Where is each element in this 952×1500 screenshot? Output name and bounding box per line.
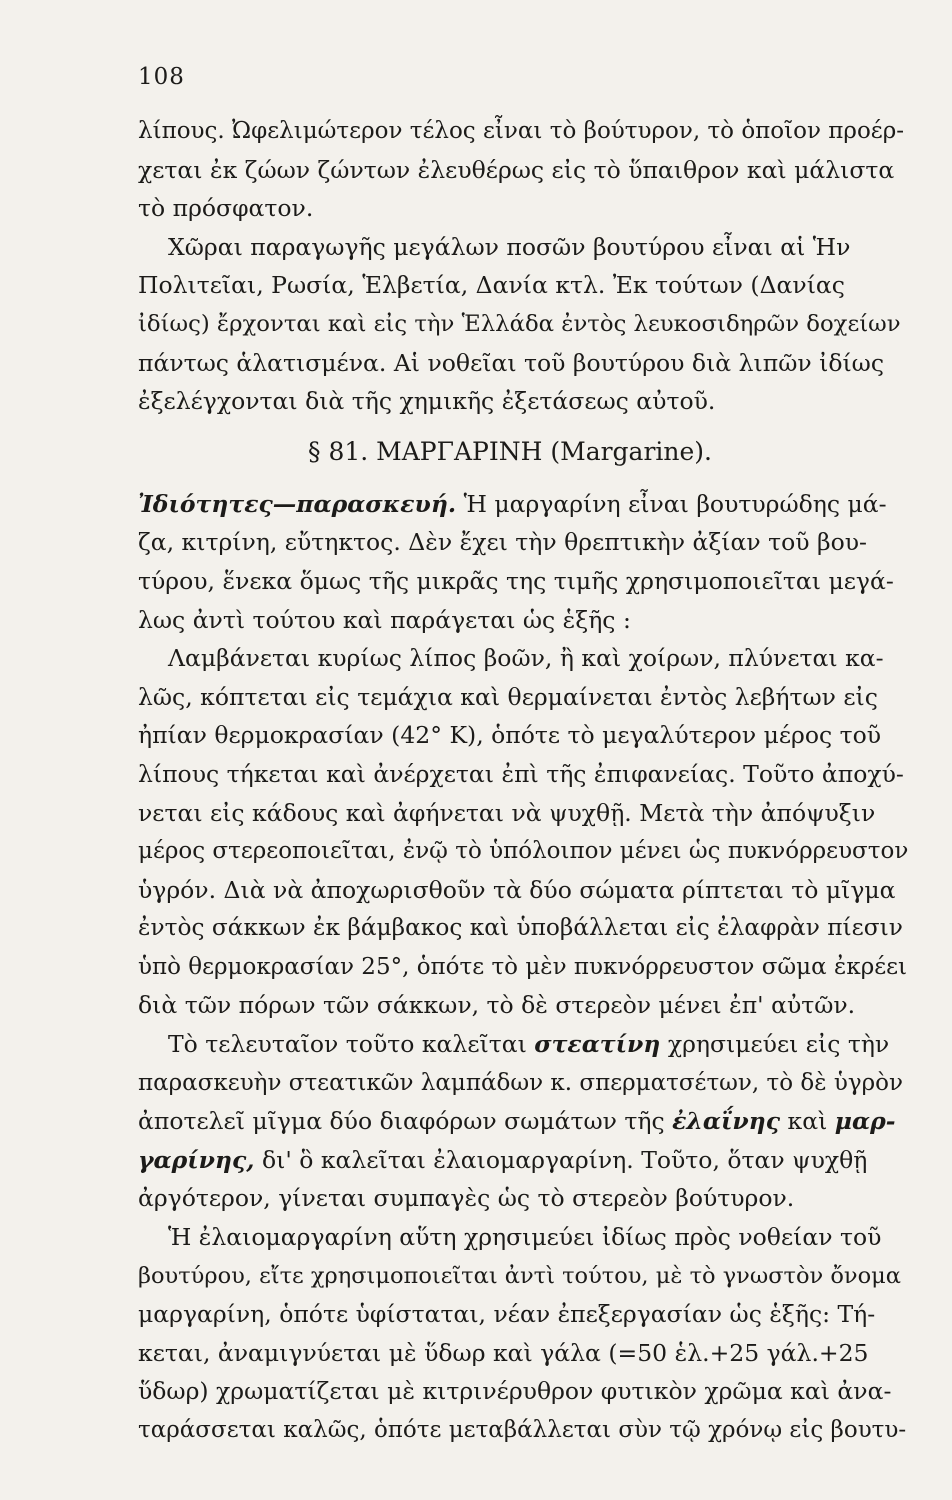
text-line: τύρου, ἕνεκα ὅμως τῆς μικρᾶς της τιμῆς χρησιμοποιεῖται μεγά- [138,566,894,595]
text-line [138,485,908,524]
text-line: Ἡ ἐλαιομαργαρίνη αὕτη χρησιμεύει ἰδίως πρὸς νοθείαν τοῦ [168,1223,882,1252]
line-text: Τὸ τελευταῖον τοῦτο καλεῖται [168,1030,535,1059]
text-line: ἰδίως) ἔρχονται καὶ εἰς τὴν Ἑλλάδα ἐντὸς λευκοσιδηρῶν δοχείων [138,310,901,337]
subheading: Ἰδιότητες—παρασκευή. [138,489,457,518]
text-line: ἐξελέγχονται διὰ τῆς χημικῆς ἐξετάσεως αὐτοῦ. [138,387,716,416]
text-line: βουτύρου, εἴτε χρησιμοποιεῖται ἀντὶ τούτου, μὲ τὸ γνωστὸν ὄνομα [138,1262,901,1289]
text-line: ταράσσεται καλῶς, ὁπότε μεταβάλλεται σὺν τῷ χρόνῳ εἰς βουτυ- [138,1417,907,1443]
text-line: ὑπὸ θερμοκρασίαν 25°, ὁπότε τὸ μὲν πυκνόρρευστον σῶμα ἐκρέει [138,953,908,980]
line-text: ἀποτελεῖ μῖγμα δύο διαφόρων σωμάτων τῆς [138,1107,673,1136]
text-line: νεται εἰς κάδους καὶ ἀφήνεται νὰ ψυχθῇ. Μετὰ τὴν ἀπόψυξιν [138,798,876,827]
line-text: Ἡ μαργαρίνη εἶναι βουτυρώδης μά- [456,489,887,518]
text-line [138,1102,908,1141]
text-line: μέρος στερεοποιεῖται, ἐνῷ τὸ ὑπόλοιπον μένει ὡς πυκνόρρευστον [138,838,909,865]
paragraph-3 [138,485,908,639]
paragraph-5 [138,1025,908,1218]
text-line: ὕδωρ) χρωματίζεται μὲ κιτρινέρυθρον φυτικὸν χρῶμα καὶ ἀνα- [138,1377,892,1406]
text-line: διὰ τῶν πόρων τῶν σάκκων, τὸ δὲ στερεὸν μένει ἐπ' αὐτῶν. [138,991,856,1020]
body-text [138,112,908,1450]
text-line: ἀργότερον, γίνεται συμπαγὲς ὡς τὸ στερεὸν βούτυρον. [138,1184,795,1213]
emphasis-term: στεατίνη [534,1030,661,1059]
text-line: πάντως ἁλατισμένα. Αἱ νοθεῖαι τοῦ βουτύρου διὰ λιπῶν ἰδίως [138,348,885,377]
text-line: λίπους τήκεται καὶ ἀνέρχεται ἐπὶ τῆς ἐπιφανείας. Τοῦτο ἀποχύ- [138,759,904,788]
text-line: ζα, κιτρίνη, εὔτηκτος. Δὲν ἔχει τὴν θρεπτικὴν ἀξίαν τοῦ βου- [138,528,867,557]
line-text: δι' ὃ καλεῖται ἐλαιομαργαρίνη. Τοῦτο, ὅταν ψυχθῇ [254,1145,868,1174]
text-line: ἐντὸς σάκκων ἐκ βάμβακος καὶ ὑποβάλλεται εἰς ἐλαφρὰν πίεσιν [138,914,903,942]
page-number: 108 [138,64,185,90]
text-line: λως ἀντὶ τούτου καὶ παράγεται ὡς ἑξῆς : [138,605,631,634]
text-line: λίπους. Ὠφελιμώτερον τέλος εἶναι τὸ βούτυρον, τὸ ὁποῖον προέρ- [138,118,904,144]
text-line: ἠπίαν θερμοκρασίαν (42° Κ), ὁπότε τὸ μεγαλύτερον μέρος τοῦ [138,721,882,750]
paragraph-4 [138,639,908,1025]
text-line: Χῶραι παραγωγῆς μεγάλων ποσῶν βουτύρου εἶναι αἱ Ἡν [168,232,851,261]
emphasis-term: ἐλαΐνης [672,1107,781,1136]
line-text: χρησιμεύει εἰς τὴν [660,1030,890,1059]
emphasis-term: μαρ- [834,1107,896,1136]
text-line: χεται ἐκ ζώων ζώντων ἐλευθέρως εἰς τὸ ὕπαιθρον καὶ μάλιστα [138,155,895,184]
paragraph-6 [138,1218,908,1450]
text-line [138,1025,908,1064]
paragraph-1 [138,112,908,228]
text-line [138,1141,908,1180]
section-heading: § 81. ΜΑΡΓΑΡΙΝΗ (Margarine). [308,436,713,466]
text-line: Λαμβάνεται κυρίως λίπος βοῶν, ἢ καὶ χοίρων, πλύνεται κα- [168,644,884,673]
emphasis-term: γαρίνης, [138,1145,255,1174]
text-line: Πολιτεῖαι, Ρωσία, Ἑλβετία, Δανία κτλ. Ἐκ τούτων (Δανίας [138,271,845,300]
text-line: κεται, ἀναμιγνύεται μὲ ὕδωρ καὶ γάλα (=50 ἑλ.+25 γάλ.+25 [138,1338,869,1367]
text-line: μαργαρίνη, ὁπότε ὑφίσταται, νέαν ἐπεξεργασίαν ὡς ἑξῆς: Τή- [138,1300,876,1329]
paragraph-2 [138,228,908,421]
text-line: ὑγρόν. Διὰ νὰ ἀποχωρισθοῦν τὰ δύο σώματα ρίπτεται τὸ μῖγμα [138,875,896,904]
text-line: παρασκευὴν στεατικῶν λαμπάδων κ. σπερματσέτων, τὸ δὲ ὑγρὸν [138,1069,903,1096]
line-text: καὶ [780,1107,835,1136]
text-line: τὸ πρόσφατον. [138,194,314,223]
text-line: λῶς, κόπτεται εἰς τεμάχια καὶ θερμαίνεται ἐντὸς λεβήτων εἰς [138,682,878,711]
